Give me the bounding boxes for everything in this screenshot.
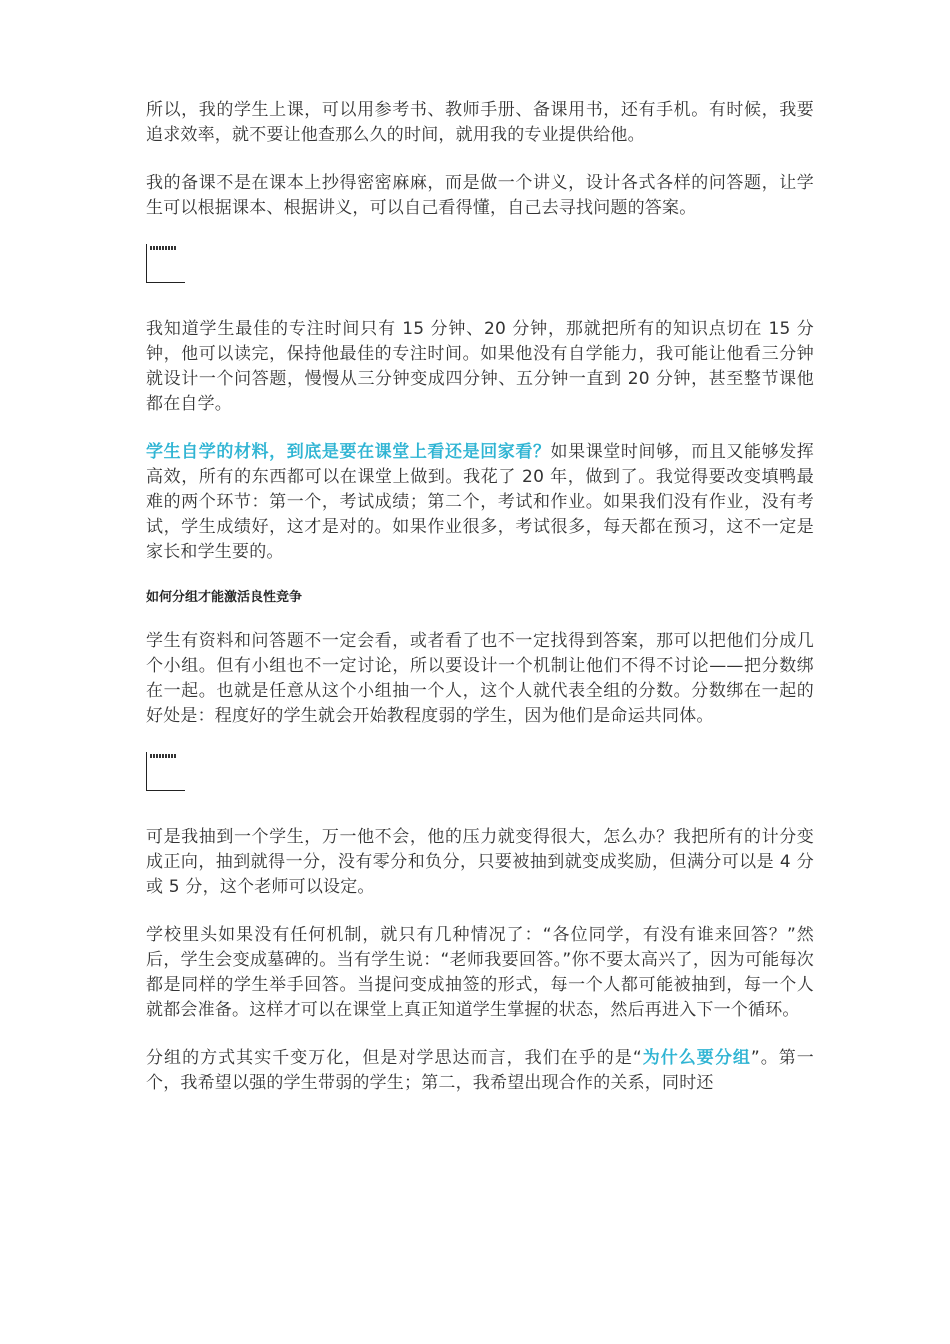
highlighted-phrase: 为什么要分组: [641, 1048, 751, 1068]
paragraph: [146, 440, 814, 565]
paragraph-text: ”。第一个，我希望以强的学生带弱的学生；第二，我希望出现合作的关系，同时还: [146, 1048, 815, 1093]
article-body: [146, 98, 814, 1119]
paragraph: 学生有资料和问答题不一定会看，或者看了也不一定找得到答案，那可以把他们分成几个小组。但有小组也不一定讨论，所以要设计一个机制让他们不得不讨论——把分数绑在一起。也就是任意从这个小组抽一个人，这个人就代表全组的分数。分数绑在一起的好处是：程度好的学生就会开始教程度弱的学生，因为他们是命运共同体。: [146, 631, 814, 726]
broken-image-icon: [146, 244, 185, 283]
section-heading: 如何分组才能激活良性竞争: [146, 590, 303, 605]
paragraph: 所以，我的学生上课，可以用参考书、教师手册、备课用书，还有手机。有时候，我要追求效率，就不要让他查那么久的时间，就用我的专业提供给他。: [146, 100, 814, 145]
paragraph: 我知道学生最佳的专注时间只有 15 分钟、20 分钟，那就把所有的知识点切在 15 分钟，他可以读完，保持他最佳的专注时间。如果他没有自学能力，我可能让他看三分钟就设计一个问答题，慢慢从三分钟变成四分钟、五分钟一直到 20 分钟，甚至整节课他都在自学。: [146, 319, 814, 414]
paragraph: 学校里头如果没有任何机制，就只有几种情况了：“各位同学，有没有谁来回答？”然后，学生会变成墓碑的。当有学生说：“老师我要回答。”你不要太高兴了，因为可能每次都是同样的学生举手回答。当提问变成抽签的形式，每一个人都可能被抽到，每一个人就都会准备。这样才可以在课堂上真正知道学生掌握的状态，然后再进入下一个循环。: [146, 925, 814, 1020]
paragraph: [146, 1046, 814, 1096]
broken-image-icon: [146, 752, 185, 791]
highlighted-question: 学生自学的材料，到底是要在课堂上看还是回家看？: [146, 442, 551, 462]
image-caption-mark: [150, 246, 176, 250]
paragraph-text: 分组的方式其实千变万化，但是对学思达而言，我们在乎的是“: [146, 1048, 642, 1068]
paragraph-text: 如果课堂时间够，而且又能够发挥高效，所有的东西都可以在课堂上做到。我花了 20 年，做到了。我觉得要改变填鸭最难的两个环节：第一个，考试成绩；第二个，考试和作业。如果我们没有作业，没有考试，学生成绩好，这才是对的。如果作业很多，考试很多，每天都在预习，这不一定是家长和学生要的。: [146, 442, 814, 562]
image-caption-mark: [150, 754, 176, 758]
paragraph: 我的备课不是在课本上抄得密密麻麻，而是做一个讲义，设计各式各样的问答题，让学生可以根据课本、根据讲义，可以自己看得懂，自己去寻找问题的答案。: [146, 173, 814, 218]
paragraph: 可是我抽到一个学生，万一他不会，他的压力就变得很大，怎么办？我把所有的计分变成正向，抽到就得一分，没有零分和负分，只要被抽到就变成奖励，但满分可以是 4 分或 5 分，这个老师可以设定。: [146, 827, 814, 897]
